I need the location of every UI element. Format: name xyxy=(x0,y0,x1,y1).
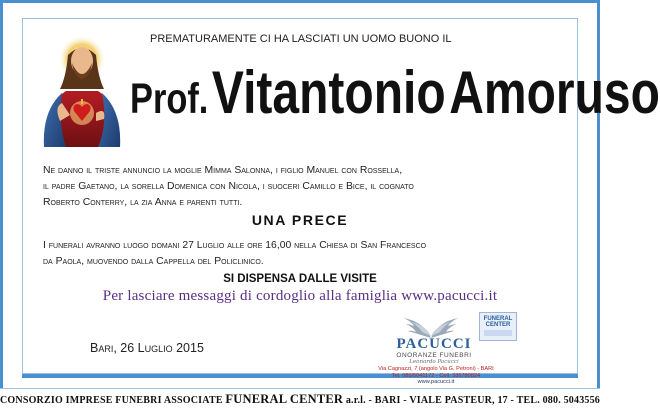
deceased-title: Prof. xyxy=(130,75,209,123)
agency-signature: Leonardo Pacucci xyxy=(409,359,459,365)
footer-prefix: CONSORZIO IMPRESE FUNEBRI ASSOCIATE xyxy=(0,395,226,406)
deceased-first-name: Vitantonio xyxy=(211,59,446,126)
condolence-message: Per lasciare messaggi di cordoglio alla famiglia www.pacucci.it xyxy=(102,288,498,304)
agency-website: www.pacucci.it xyxy=(417,379,455,386)
badge-graphic xyxy=(484,330,512,336)
footer-consortium xyxy=(0,392,600,407)
announcement-line: Ne danno il triste annuncio la moglie Mimma Salonna, i figlio Manuel con Rossella, xyxy=(43,165,403,176)
badge-line-1: FUNERAL xyxy=(483,316,513,322)
funeral-paragraph xyxy=(43,238,568,270)
no-visits-notice: SI DISPENSA DALLE VISITE xyxy=(223,273,377,285)
announcement-paragraph xyxy=(43,163,563,211)
date-line: Bari, 26 Luglio 2015 xyxy=(90,341,204,355)
announcement-line: Roberto Conterry, la zia Anna e parenti tutti. xyxy=(43,197,243,208)
funeral-line: I funerali avranno luogo domani 27 Luglio alle ore 16,00 nella Chiesa di San Francesco xyxy=(43,240,427,251)
intro-line xyxy=(150,33,550,45)
agency-subtitle: ONORANZE FUNEBRI xyxy=(396,352,472,359)
agency-name: PACUCCI xyxy=(396,336,472,352)
funeral-center-badge xyxy=(479,312,517,341)
deceased-last-name: Amoruso xyxy=(449,59,660,126)
funeral-line: da Paola, muovendo dalla Cappella del Policlinico. xyxy=(43,256,264,267)
footer-brand: FUNERAL CENTER xyxy=(225,392,344,406)
sacred-heart-jesus-icon xyxy=(36,33,128,147)
badge-line-2: CENTER xyxy=(485,322,511,328)
agency-address: Via Cagnazzi, 7 (angolo Via G. Petroni) - BARI xyxy=(378,366,494,372)
prayer-heading: UNA PRECE xyxy=(251,212,349,228)
agency-phone: Tel. 080/5041172 - Cell. 336780824 xyxy=(391,372,481,379)
deceased-name xyxy=(130,58,660,128)
footer-suffix: a.r.l. - BARI - VIALE PASTEUR, 17 - TEL. 080. 5043556 xyxy=(343,395,601,406)
announcement-line: il padre Gaetano, la sorella Domenica con Nicola, i suoceri Camillo e Bice, il cognato xyxy=(43,181,414,192)
agency-contact xyxy=(344,366,528,386)
intro-text: PREMATURAMENTE CI HA LASCIATI UN UOMO BUONO IL xyxy=(150,33,452,45)
